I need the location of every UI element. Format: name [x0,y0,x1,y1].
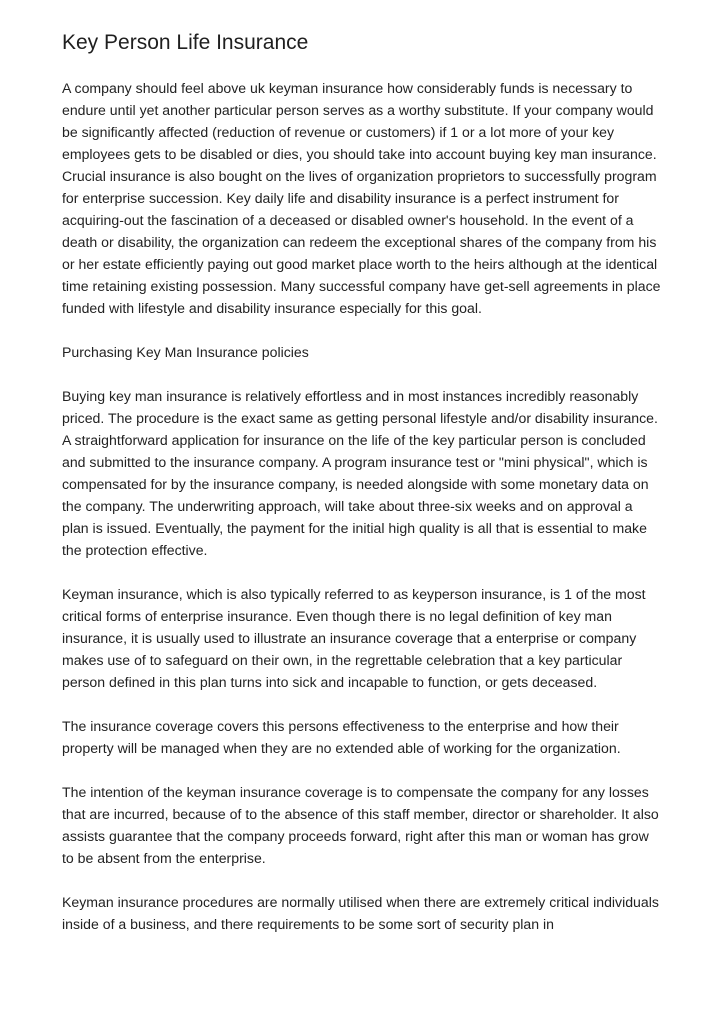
paragraph-procedures: Keyman insurance procedures are normally utilised when there are extremely critical individuals inside of a business, and there requirements to be some sort of security plan in [62,894,659,932]
paragraph-keyman-definition: Keyman insurance, which is also typically referred to as keyperson insurance, is 1 of the most critical forms of enterprise insurance. Even though there is no legal definition of key man insurance, it is usually used to illustrate an insurance coverage that a enterprise or company makes use of to safeguard on their own, in the regrettable celebration that a key particular person defined in this plan turns into sick and incapable to function, or gets deceased. [62,586,646,690]
paragraph-intention: The intention of the keyman insurance coverage is to compensate the company for any losses that are incurred, because of to the absence of this staff member, director or shareholder. It also assists guarantee that the company proceeds forward, right after this man or woman has grow to be absent from the enterprise. [62,784,659,866]
document-title: Key Person Life Insurance [62,31,309,54]
paragraph-purchasing: Buying key man insurance is relatively effortless and in most instances incredibly reasonably priced. The procedure is the exact same as getting personal lifestyle and/or disability insurance. A straightforward application for insurance on the life of the key particular person is concluded and submitted to the insurance company. A program insurance test or "mini physical", which is compensated for by the insurance company, is needed alongside with some monetary data on the company. The underwriting approach, will take about three-six weeks and on approval a plan is issued. Eventually, the payment for the initial high quality is all that is essential to make the protection effective. [62,388,658,558]
paragraph-coverage: The insurance coverage covers this persons effectiveness to the enterprise and how their property will be managed when they are no extended able of working for the organization. [62,718,621,756]
paragraph-intro: A company should feel above uk keyman insurance how considerably funds is necessary to endure until yet another particular person serves as a worthy substitute. If your company would be significantly affected (reduction of revenue or customers) if 1 or a lot more of your key employees gets to be disabled or dies, you should take into account buying key man insurance. Crucial insurance is also bought on the lives of organization proprietors to successfully program for enterprise succession. Key daily life and disability insurance is a perfect instrument for acquiring-out the fascination of a deceased or disabled owner's household. In the event of a death or disability, the organization can redeem the exceptional shares of the company from his or her estate efficiently paying out good market place worth to the heirs although at the identical time retaining existing possession. Many successful company have get-sell agreements in place funded with lifestyle and disability insurance especially for this goal. [62,80,661,316]
document-page [62,28,662,957]
section-subheading: Purchasing Key Man Insurance policies [62,344,309,360]
